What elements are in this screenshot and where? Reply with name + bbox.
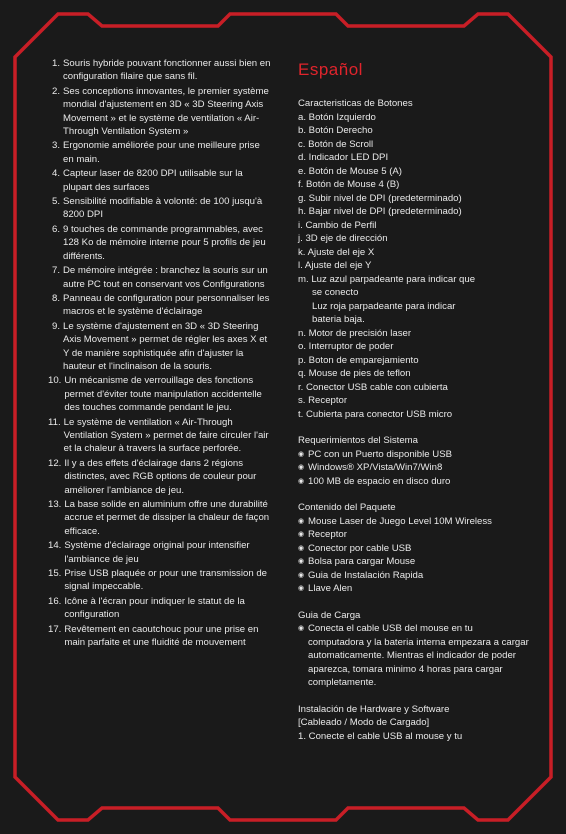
- button-feature-item: q. Mouse de pies de teflon: [298, 368, 411, 379]
- package-item: [298, 542, 530, 556]
- button-features-title: Caracteristicas de Botones: [298, 98, 413, 109]
- package-contents-section: [298, 501, 530, 596]
- bullet-icon: ◉: [298, 625, 305, 632]
- feature-number: 4.: [51, 168, 60, 180]
- feature-number: 2.: [51, 85, 60, 97]
- feature-list-item: [48, 595, 273, 622]
- package-item-text: Receptor: [308, 529, 347, 540]
- button-feature-item: p. Boton de emparejamiento: [298, 354, 419, 366]
- package-item-text: Bolsa para cargar Mouse: [308, 556, 416, 567]
- button-feature-item: a. Botón Izquierdo: [298, 111, 376, 123]
- button-feature-item: o. Interruptor de poder: [298, 341, 394, 352]
- feature-text: Capteur laser de 8200 DPI utilisable sur la plupart des surfaces: [63, 168, 243, 193]
- feature-text: De mémoire intégrée : branchez la souris sur un autre PC tout en conservant vos Configurations: [63, 265, 268, 290]
- button-feature-item: h. Bajar nivel de DPI (predeterminado): [298, 206, 462, 217]
- feature-number: 11.: [48, 416, 61, 428]
- button-feature-item: s. Receptor: [298, 395, 348, 406]
- bullet-icon: ◉: [298, 571, 305, 579]
- feature-number: 5.: [51, 196, 60, 208]
- button-feature-item: r. Conector USB cable con cubierta: [298, 381, 448, 393]
- system-requirements-section: [298, 434, 530, 488]
- feature-list-item: [48, 139, 273, 166]
- feature-number: 9.: [51, 320, 60, 332]
- bullet-icon: ◉: [298, 531, 305, 538]
- package-item-text: Guia de Instalación Rapida: [308, 569, 424, 581]
- bullet-icon: ◉: [298, 477, 305, 485]
- feature-list-item: [48, 539, 273, 566]
- button-features-section: [298, 97, 530, 421]
- feature-text: Revêtement en caoutchouc pour une prise en main parfaite et une fluidité de mouvement: [64, 623, 259, 649]
- requirement-item: [298, 461, 530, 475]
- feature-list-item: [48, 167, 273, 194]
- feature-text: Il y a des effets d'éclairage dans 2 régions distinctes, avec RGB options de couleur pour améliorer l'ambiance de jeu.: [64, 457, 257, 496]
- feature-number: 10.: [48, 375, 62, 387]
- feature-text: Ergonomie améliorée pour une meilleure prise en main.: [63, 140, 260, 165]
- requirement-item: [298, 475, 530, 489]
- feature-list-item: [48, 264, 273, 291]
- button-feature-item: e. Botón de Mouse 5 (A): [298, 165, 402, 177]
- feature-number: 6.: [51, 223, 60, 235]
- button-feature-item: d. Indicador LED DPI: [298, 152, 389, 163]
- package-item-text: Llave Alen: [308, 583, 353, 594]
- feature-text: Icône à l'écran pour indiquer le statut de la configuration: [64, 595, 245, 621]
- feature-number: 1.: [51, 58, 60, 69]
- requirement-item-text: 100 MB de espacio en disco duro: [308, 475, 451, 487]
- button-feature-item: g. Subir nivel de DPI (predeterminado): [298, 192, 462, 204]
- bullet-icon: ◉: [298, 517, 305, 525]
- button-feature-item: bateria baja.: [312, 314, 365, 325]
- feature-list-item: [48, 374, 273, 414]
- feature-list-item: [48, 457, 273, 497]
- bullet-icon: ◉: [298, 585, 305, 592]
- button-feature-item: se conecto: [312, 287, 359, 298]
- feature-text: Panneau de configuration pour personnaliser les macros et le système d'éclairage: [63, 292, 270, 318]
- package-item-text: Conector por cable USB: [308, 542, 412, 554]
- feature-text: Ses conceptions innovantes, le premier système mondial d'ajustement en 3D « 3D Steering Axis Movement » et le système de ventilation « Air-Through Ventilation System »: [63, 85, 269, 138]
- package-item-text: Mouse Laser de Juego Level 10M Wireless: [308, 515, 492, 527]
- feature-text: 9 touches de commande programmables, avec 128 Ko de mémoire interne pour 5 profils de jeu différents.: [63, 223, 266, 262]
- requirement-item-text: PC con un Puerto disponible USB: [308, 448, 452, 460]
- package-item: [298, 555, 530, 569]
- install-subtitle: [Cableado / Modo de Cargado]: [298, 717, 430, 728]
- button-feature-item: n. Motor de precisión laser: [298, 327, 412, 339]
- feature-text: Prise USB plaquée or pour une transmission de signal impeccable.: [64, 568, 267, 593]
- feature-list-item: [48, 567, 273, 594]
- feature-number: 3.: [51, 140, 60, 152]
- button-feature-item: i. Cambio de Perfil: [298, 219, 377, 231]
- package-item: [298, 528, 530, 542]
- feature-list-item: [48, 57, 273, 84]
- button-feature-item: m. Luz azul parpadeante para indicar que: [298, 273, 476, 285]
- feature-number: 13.: [48, 499, 62, 510]
- feature-number: 15.: [48, 568, 62, 580]
- french-feature-list: [48, 57, 273, 650]
- feature-list-item: [48, 498, 273, 538]
- button-feature-item: f. Botón de Mouse 4 (B): [298, 179, 400, 190]
- feature-number: 7.: [51, 265, 60, 277]
- feature-number: 14.: [48, 540, 62, 552]
- feature-text: Le système de ventilation « Air-Through Ventilation System » permet de faire circuler l'air et la chaleur à travers la surface perforée.: [63, 416, 269, 455]
- package-item: [298, 582, 530, 596]
- package-item: [298, 569, 530, 583]
- requirement-item-text: Windows® XP/Vista/Win7/Win8: [308, 462, 443, 473]
- charge-guide-title: Guia de Carga: [298, 609, 361, 621]
- feature-list-item: [48, 320, 273, 374]
- system-requirements-title: Requerimientos del Sistema: [298, 435, 418, 446]
- install-step: 1. Conecte el cable USB al mouse y tu: [298, 730, 463, 742]
- button-feature-item: c. Botón de Scroll: [298, 138, 374, 150]
- feature-list-item: [48, 416, 273, 456]
- spanish-section: [298, 60, 530, 756]
- feature-text: Système d'éclairage original pour intensifier l'ambiance de jeu: [64, 540, 250, 565]
- feature-list-item: [48, 223, 273, 263]
- button-feature-item: b. Botón Derecho: [298, 125, 373, 136]
- requirement-item: [298, 448, 530, 462]
- charge-guide-section: [298, 609, 530, 690]
- feature-number: 16.: [48, 595, 62, 607]
- feature-number: 17.: [48, 623, 62, 635]
- button-feature-item: l. Ajuste del eje Y: [298, 260, 372, 271]
- package-contents-title: Contenido del Paquete: [298, 502, 396, 513]
- package-item: [298, 515, 530, 529]
- feature-number: 12.: [48, 457, 62, 469]
- button-feature-item: k. Ajuste del eje X: [298, 246, 375, 258]
- feature-list-item: [48, 292, 273, 319]
- feature-list-item: [48, 85, 273, 139]
- charge-guide-text: Conecta el cable USB del mouse en tu computadora y la bateria interna empezara a cargar automaticamente. Mientras el indicador de poder aparezca, tomara minimo 4 horas para cargar completamente.: [308, 623, 529, 688]
- bullet-icon: ◉: [298, 558, 305, 565]
- charge-guide-item: [298, 622, 530, 690]
- button-feature-item: Luz roja parpadeante para indicar: [312, 300, 456, 312]
- bullet-icon: ◉: [298, 544, 305, 552]
- install-section: [298, 703, 530, 744]
- feature-text: Sensibilité modifiable à volonté: de 100 jusqu'à 8200 DPI: [63, 196, 263, 221]
- feature-list-item: [48, 623, 273, 650]
- spanish-heading: Español: [298, 60, 363, 79]
- bullet-icon: ◉: [298, 450, 305, 458]
- button-feature-item: t. Cubierta para conector USB micro: [298, 408, 453, 420]
- feature-text: La base solide en aluminium offre une durabilité accrue et permet de dissiper la chaleur de façon efficace.: [64, 499, 270, 537]
- feature-text: Souris hybride pouvant fonctionner aussi bien en configuration filaire que sans fil.: [63, 58, 271, 83]
- install-title: Instalación de Hardware y Software: [298, 703, 450, 715]
- feature-number: 8.: [51, 292, 60, 304]
- feature-text: Un mécanisme de verrouillage des fonctions permet d'éviter toute manipulation accidentelle des touches commande pendant le jeu.: [64, 375, 262, 414]
- bullet-icon: ◉: [298, 464, 305, 471]
- button-feature-item: j. 3D eje de dirección: [298, 233, 388, 244]
- feature-text: Le système d'ajustement en 3D « 3D Steering Axis Movement » permet de régler les axes X et Y de manière sophistiquée afin d'ajuster la hauteur et l'inclinaison de la souris.: [63, 320, 268, 372]
- feature-list-item: [48, 195, 273, 222]
